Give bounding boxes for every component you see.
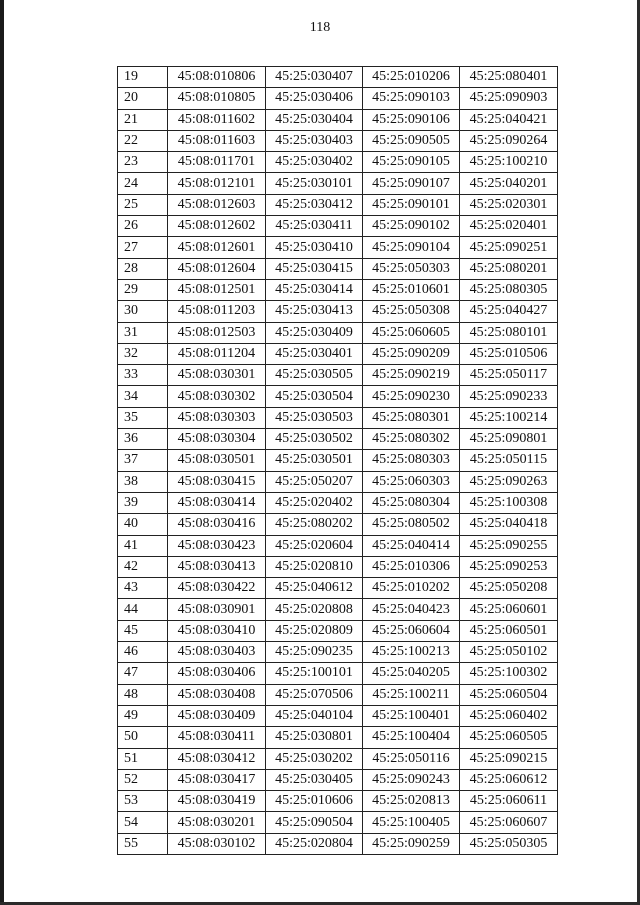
cadastral-number-cell: 45:25:100302 [460, 663, 558, 684]
table-row [118, 322, 558, 343]
row-number-cell: 35 [118, 407, 168, 428]
cadastral-number-cell: 45:08:030422 [168, 578, 266, 599]
cadastral-number-cell: 45:25:010506 [460, 343, 558, 364]
table-body [118, 67, 558, 855]
cadastral-number-cell: 45:25:060501 [460, 620, 558, 641]
cadastral-number-cell: 45:25:030801 [266, 727, 363, 748]
cadastral-number-cell: 45:25:030202 [266, 748, 363, 769]
table-row [118, 301, 558, 322]
row-number-cell: 48 [118, 684, 168, 705]
cadastral-number-cell: 45:25:050305 [460, 833, 558, 854]
table-row [118, 833, 558, 854]
cadastral-number-cell: 45:25:040205 [363, 663, 460, 684]
cadastral-number-cell: 45:25:030502 [266, 429, 363, 450]
cadastral-number-cell: 45:08:012602 [168, 216, 266, 237]
row-number-cell: 20 [118, 88, 168, 109]
cadastral-number-cell: 45:25:030503 [266, 407, 363, 428]
row-number-cell: 29 [118, 279, 168, 300]
cadastral-number-cell: 45:25:100210 [460, 152, 558, 173]
cadastral-number-cell: 45:08:012101 [168, 173, 266, 194]
row-number-cell: 33 [118, 365, 168, 386]
table-row [118, 812, 558, 833]
cadastral-number-cell: 45:25:090102 [363, 216, 460, 237]
row-number-cell: 26 [118, 216, 168, 237]
table-row [118, 130, 558, 151]
row-number-cell: 51 [118, 748, 168, 769]
cadastral-number-cell: 45:25:030403 [266, 130, 363, 151]
cadastral-number-cell: 45:08:012603 [168, 194, 266, 215]
cadastral-number-cell: 45:25:080502 [363, 514, 460, 535]
cadastral-number-cell: 45:25:100211 [363, 684, 460, 705]
cadastral-table [117, 66, 558, 855]
cadastral-number-cell: 45:25:050117 [460, 365, 558, 386]
row-number-cell: 28 [118, 258, 168, 279]
cadastral-number-cell: 45:08:030406 [168, 663, 266, 684]
cadastral-number-cell: 45:25:020604 [266, 535, 363, 556]
table-row [118, 620, 558, 641]
cadastral-number-cell: 45:25:090233 [460, 386, 558, 407]
cadastral-number-cell: 45:25:090259 [363, 833, 460, 854]
row-number-cell: 32 [118, 343, 168, 364]
cadastral-number-cell: 45:25:030101 [266, 173, 363, 194]
cadastral-number-cell: 45:25:030402 [266, 152, 363, 173]
row-number-cell: 49 [118, 705, 168, 726]
cadastral-number-cell: 45:25:030501 [266, 450, 363, 471]
cadastral-table-container [117, 66, 557, 855]
row-number-cell: 42 [118, 556, 168, 577]
cadastral-number-cell: 45:25:050308 [363, 301, 460, 322]
cadastral-number-cell: 45:25:100214 [460, 407, 558, 428]
table-row [118, 514, 558, 535]
row-number-cell: 55 [118, 833, 168, 854]
cadastral-number-cell: 45:25:010202 [363, 578, 460, 599]
cadastral-number-cell: 45:08:030414 [168, 492, 266, 513]
cadastral-number-cell: 45:25:030415 [266, 258, 363, 279]
table-row [118, 152, 558, 173]
cadastral-number-cell: 45:08:030501 [168, 450, 266, 471]
cadastral-number-cell: 45:25:090243 [363, 769, 460, 790]
cadastral-number-cell: 45:08:030413 [168, 556, 266, 577]
cadastral-number-cell: 45:08:030102 [168, 833, 266, 854]
cadastral-number-cell: 45:25:030411 [266, 216, 363, 237]
cadastral-number-cell: 45:25:090103 [363, 88, 460, 109]
table-row [118, 258, 558, 279]
cadastral-number-cell: 45:08:011204 [168, 343, 266, 364]
cadastral-number-cell: 45:25:100405 [363, 812, 460, 833]
cadastral-number-cell: 45:25:020808 [266, 599, 363, 620]
row-number-cell: 38 [118, 471, 168, 492]
cadastral-number-cell: 45:08:011603 [168, 130, 266, 151]
row-number-cell: 45 [118, 620, 168, 641]
cadastral-number-cell: 45:25:090104 [363, 237, 460, 258]
table-row [118, 109, 558, 130]
cadastral-number-cell: 45:25:020804 [266, 833, 363, 854]
cadastral-number-cell: 45:25:060402 [460, 705, 558, 726]
table-row [118, 194, 558, 215]
cadastral-number-cell: 45:25:100101 [266, 663, 363, 684]
cadastral-number-cell: 45:25:090101 [363, 194, 460, 215]
cadastral-number-cell: 45:08:010805 [168, 88, 266, 109]
cadastral-number-cell: 45:25:020810 [266, 556, 363, 577]
cadastral-number-cell: 45:25:030414 [266, 279, 363, 300]
cadastral-number-cell: 45:25:060601 [460, 599, 558, 620]
row-number-cell: 46 [118, 642, 168, 663]
cadastral-number-cell: 45:25:070506 [266, 684, 363, 705]
table-row [118, 365, 558, 386]
row-number-cell: 44 [118, 599, 168, 620]
row-number-cell: 37 [118, 450, 168, 471]
cadastral-number-cell: 45:25:030412 [266, 194, 363, 215]
table-row [118, 599, 558, 620]
cadastral-number-cell: 45:25:100404 [363, 727, 460, 748]
cadastral-number-cell: 45:25:080201 [460, 258, 558, 279]
cadastral-number-cell: 45:25:060605 [363, 322, 460, 343]
cadastral-number-cell: 45:25:040201 [460, 173, 558, 194]
table-row [118, 705, 558, 726]
row-number-cell: 24 [118, 173, 168, 194]
cadastral-number-cell: 45:25:040418 [460, 514, 558, 535]
cadastral-number-cell: 45:25:100213 [363, 642, 460, 663]
cadastral-number-cell: 45:25:090106 [363, 109, 460, 130]
cadastral-number-cell: 45:25:090263 [460, 471, 558, 492]
row-number-cell: 39 [118, 492, 168, 513]
cadastral-number-cell: 45:25:060504 [460, 684, 558, 705]
cadastral-number-cell: 45:08:011701 [168, 152, 266, 173]
cadastral-number-cell: 45:25:060607 [460, 812, 558, 833]
cadastral-number-cell: 45:08:030410 [168, 620, 266, 641]
cadastral-number-cell: 45:08:011602 [168, 109, 266, 130]
cadastral-number-cell: 45:25:040423 [363, 599, 460, 620]
row-number-cell: 53 [118, 791, 168, 812]
row-number-cell: 41 [118, 535, 168, 556]
cadastral-number-cell: 45:25:080202 [266, 514, 363, 535]
cadastral-number-cell: 45:25:060303 [363, 471, 460, 492]
cadastral-number-cell: 45:08:030303 [168, 407, 266, 428]
cadastral-number-cell: 45:08:030409 [168, 705, 266, 726]
cadastral-number-cell: 45:08:030403 [168, 642, 266, 663]
cadastral-number-cell: 45:25:090253 [460, 556, 558, 577]
cadastral-number-cell: 45:25:090215 [460, 748, 558, 769]
cadastral-number-cell: 45:25:080305 [460, 279, 558, 300]
cadastral-number-cell: 45:25:090255 [460, 535, 558, 556]
table-row [118, 343, 558, 364]
row-number-cell: 27 [118, 237, 168, 258]
cadastral-number-cell: 45:25:030406 [266, 88, 363, 109]
cadastral-number-cell: 45:25:090209 [363, 343, 460, 364]
cadastral-number-cell: 45:25:020301 [460, 194, 558, 215]
cadastral-number-cell: 45:08:030901 [168, 599, 266, 620]
cadastral-number-cell: 45:25:020402 [266, 492, 363, 513]
cadastral-number-cell: 45:25:030404 [266, 109, 363, 130]
table-row [118, 407, 558, 428]
cadastral-number-cell: 45:25:050102 [460, 642, 558, 663]
cadastral-number-cell: 45:25:030505 [266, 365, 363, 386]
cadastral-number-cell: 45:25:010206 [363, 67, 460, 88]
cadastral-number-cell: 45:08:010806 [168, 67, 266, 88]
table-row [118, 216, 558, 237]
cadastral-number-cell: 45:25:050303 [363, 258, 460, 279]
row-number-cell: 30 [118, 301, 168, 322]
row-number-cell: 34 [118, 386, 168, 407]
table-row [118, 429, 558, 450]
page-number: 118 [309, 20, 331, 35]
row-number-cell: 52 [118, 769, 168, 790]
cadastral-number-cell: 45:25:050115 [460, 450, 558, 471]
row-number-cell: 22 [118, 130, 168, 151]
cadastral-number-cell: 45:25:080401 [460, 67, 558, 88]
cadastral-number-cell: 45:08:030417 [168, 769, 266, 790]
row-number-cell: 50 [118, 727, 168, 748]
cadastral-number-cell: 45:25:080101 [460, 322, 558, 343]
cadastral-number-cell: 45:25:030409 [266, 322, 363, 343]
cadastral-number-cell: 45:25:080302 [363, 429, 460, 450]
cadastral-number-cell: 45:25:100401 [363, 705, 460, 726]
cadastral-number-cell: 45:08:030302 [168, 386, 266, 407]
cadastral-number-cell: 45:25:010601 [363, 279, 460, 300]
scan-left-border [0, 0, 4, 905]
table-row [118, 279, 558, 300]
cadastral-number-cell: 45:25:020813 [363, 791, 460, 812]
cadastral-number-cell: 45:25:090230 [363, 386, 460, 407]
cadastral-number-cell: 45:25:080301 [363, 407, 460, 428]
row-number-cell: 23 [118, 152, 168, 173]
cadastral-number-cell: 45:25:050208 [460, 578, 558, 599]
cadastral-number-cell: 45:25:100308 [460, 492, 558, 513]
table-row [118, 684, 558, 705]
cadastral-number-cell: 45:25:090219 [363, 365, 460, 386]
cadastral-number-cell: 45:25:060611 [460, 791, 558, 812]
cadastral-number-cell: 45:25:090251 [460, 237, 558, 258]
table-row [118, 492, 558, 513]
cadastral-number-cell: 45:25:090504 [266, 812, 363, 833]
table-row [118, 791, 558, 812]
cadastral-number-cell: 45:25:010306 [363, 556, 460, 577]
cadastral-number-cell: 45:08:030412 [168, 748, 266, 769]
table-row [118, 88, 558, 109]
cadastral-number-cell: 45:25:030405 [266, 769, 363, 790]
table-row [118, 450, 558, 471]
table-row [118, 471, 558, 492]
cadastral-number-cell: 45:25:020809 [266, 620, 363, 641]
cadastral-number-cell: 45:08:030415 [168, 471, 266, 492]
table-row [118, 663, 558, 684]
cadastral-number-cell: 45:25:090107 [363, 173, 460, 194]
cadastral-number-cell: 45:25:040612 [266, 578, 363, 599]
table-row [118, 578, 558, 599]
cadastral-number-cell: 45:08:030419 [168, 791, 266, 812]
cadastral-number-cell: 45:25:090505 [363, 130, 460, 151]
table-row [118, 535, 558, 556]
table-row [118, 642, 558, 663]
table-row [118, 237, 558, 258]
cadastral-number-cell: 45:25:050207 [266, 471, 363, 492]
cadastral-number-cell: 45:25:060604 [363, 620, 460, 641]
cadastral-number-cell: 45:25:030504 [266, 386, 363, 407]
cadastral-number-cell: 45:08:030201 [168, 812, 266, 833]
row-number-cell: 31 [118, 322, 168, 343]
cadastral-number-cell: 45:25:060505 [460, 727, 558, 748]
cadastral-number-cell: 45:08:030423 [168, 535, 266, 556]
table-row [118, 748, 558, 769]
cadastral-number-cell: 45:25:090264 [460, 130, 558, 151]
cadastral-number-cell: 45:08:011203 [168, 301, 266, 322]
row-number-cell: 43 [118, 578, 168, 599]
cadastral-number-cell: 45:08:012503 [168, 322, 266, 343]
cadastral-number-cell: 45:25:080304 [363, 492, 460, 513]
cadastral-number-cell: 45:25:040427 [460, 301, 558, 322]
cadastral-number-cell: 45:25:020401 [460, 216, 558, 237]
cadastral-number-cell: 45:25:040414 [363, 535, 460, 556]
cadastral-number-cell: 45:25:030407 [266, 67, 363, 88]
cadastral-number-cell: 45:25:030410 [266, 237, 363, 258]
cadastral-number-cell: 45:08:030408 [168, 684, 266, 705]
cadastral-number-cell: 45:25:050116 [363, 748, 460, 769]
cadastral-number-cell: 45:08:030416 [168, 514, 266, 535]
row-number-cell: 40 [118, 514, 168, 535]
cadastral-number-cell: 45:08:030301 [168, 365, 266, 386]
cadastral-number-cell: 45:08:012601 [168, 237, 266, 258]
cadastral-number-cell: 45:25:090903 [460, 88, 558, 109]
row-number-cell: 36 [118, 429, 168, 450]
cadastral-number-cell: 45:25:040104 [266, 705, 363, 726]
cadastral-number-cell: 45:25:060612 [460, 769, 558, 790]
cadastral-number-cell: 45:08:012501 [168, 279, 266, 300]
cadastral-number-cell: 45:08:030304 [168, 429, 266, 450]
table-row [118, 67, 558, 88]
cadastral-number-cell: 45:25:080303 [363, 450, 460, 471]
table-row [118, 727, 558, 748]
cadastral-number-cell: 45:25:030413 [266, 301, 363, 322]
cadastral-number-cell: 45:08:030411 [168, 727, 266, 748]
cadastral-number-cell: 45:08:012604 [168, 258, 266, 279]
row-number-cell: 47 [118, 663, 168, 684]
table-row [118, 386, 558, 407]
cadastral-number-cell: 45:25:090105 [363, 152, 460, 173]
cadastral-number-cell: 45:25:030401 [266, 343, 363, 364]
table-row [118, 173, 558, 194]
cadastral-number-cell: 45:25:090801 [460, 429, 558, 450]
row-number-cell: 21 [118, 109, 168, 130]
cadastral-number-cell: 45:25:010606 [266, 791, 363, 812]
cadastral-number-cell: 45:25:090235 [266, 642, 363, 663]
row-number-cell: 19 [118, 67, 168, 88]
row-number-cell: 25 [118, 194, 168, 215]
table-row [118, 556, 558, 577]
cadastral-number-cell: 45:25:040421 [460, 109, 558, 130]
table-row [118, 769, 558, 790]
row-number-cell: 54 [118, 812, 168, 833]
